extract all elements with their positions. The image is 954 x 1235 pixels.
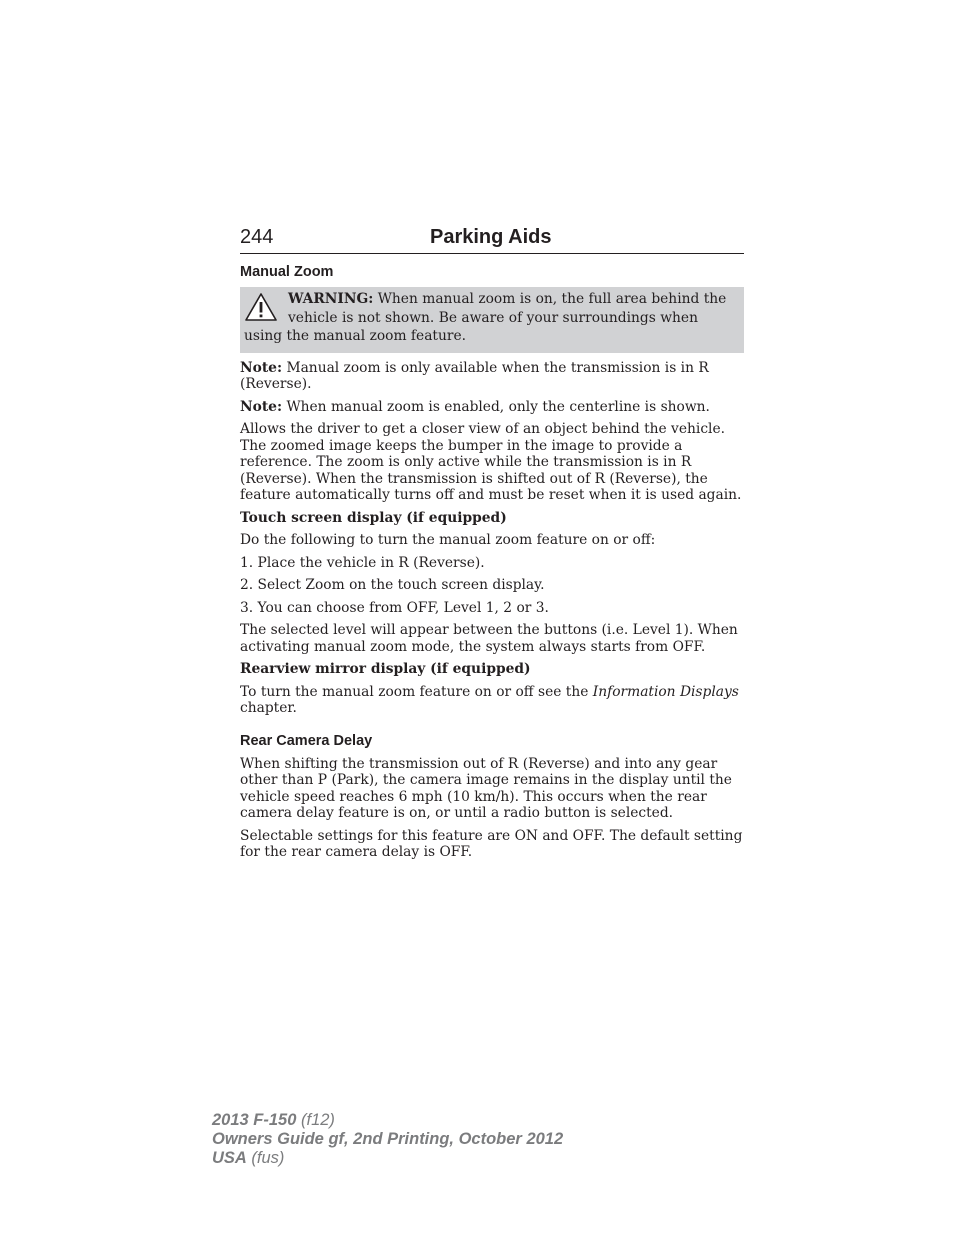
section-heading-rear-camera-delay: Rear Camera Delay (240, 732, 373, 749)
page-content (240, 226, 744, 867)
body-paragraph: Selectable settings for this feature are ON and OFF. The default setting for the rear camera delay is OFF. (240, 827, 743, 860)
chapter-title: Parking Aids (430, 226, 552, 248)
body-paragraph: The selected level will appear between the buttons (i.e. Level 1). When activating manual zoom mode, the system always starts from OFF. (240, 622, 738, 655)
footer-line (212, 1149, 563, 1168)
list-item: 1. Place the vehicle in R (Reverse). (240, 554, 485, 571)
footer-code: (fus) (246, 1149, 285, 1167)
subheading-touch-screen: Touch screen display (if equipped) (240, 509, 507, 526)
text-run: To turn the manual zoom feature on or off see the (240, 683, 593, 700)
warning-label: WARNING: (288, 291, 374, 307)
note-paragraph (240, 399, 744, 416)
warning-text: When manual zoom is on, the full area behind the vehicle is not shown. Be aware of your surroundings when using the manual zoom feature. (244, 291, 727, 344)
footer-model: 2013 F-150 (212, 1111, 297, 1129)
text-run: chapter. (240, 700, 297, 716)
body-paragraph: Do the following to turn the manual zoom feature on or off: (240, 532, 656, 548)
note-paragraph (240, 360, 744, 393)
note-text: Manual zoom is only available when the transmission is in R (Reverse). (240, 359, 709, 392)
page-number: 244 (240, 226, 274, 248)
list-item: 2. Select Zoom on the touch screen display. (240, 577, 545, 593)
note-label: Note: (240, 398, 283, 415)
body-paragraph: When shifting the transmission out of R (Reverse) and into any gear other than P (Park), the camera image remains in the display until the vehicle speed reaches 6 mph (10 km/h). This occurs when the rear camera delay feature is on, or until a radio button is selected. (240, 755, 732, 821)
footer-line: Owners Guide gf, 2nd Printing, October 2012 (212, 1130, 564, 1148)
page-header (240, 226, 744, 254)
note-text: When manual zoom is enabled, only the centerline is shown. (286, 398, 710, 415)
list-item: 3. You can choose from OFF, Level 1, 2 or 3. (240, 599, 549, 616)
footer-code: (f12) (296, 1111, 335, 1129)
warning-box (240, 287, 744, 353)
warning-triangle-icon (244, 292, 278, 322)
body-paragraph (240, 684, 744, 717)
section-heading-manual-zoom: Manual Zoom (240, 264, 334, 280)
subheading-rearview-mirror: Rearview mirror display (if equipped) (240, 661, 531, 677)
page-footer (212, 1111, 563, 1168)
body-paragraph: Allows the driver to get a closer view of an object behind the vehicle. The zoomed image keeps the bumper in the image to provide a reference. The zoom is only active while the transmission is in R (Reverse). When the transmission is shifted out of R (Reverse), the feature automatically turns off and must be reset when it is used again. (240, 421, 742, 503)
note-label: Note: (240, 359, 283, 376)
footer-line (212, 1111, 563, 1130)
chapter-reference: Information Displays (592, 683, 739, 700)
footer-region: USA (212, 1149, 247, 1167)
